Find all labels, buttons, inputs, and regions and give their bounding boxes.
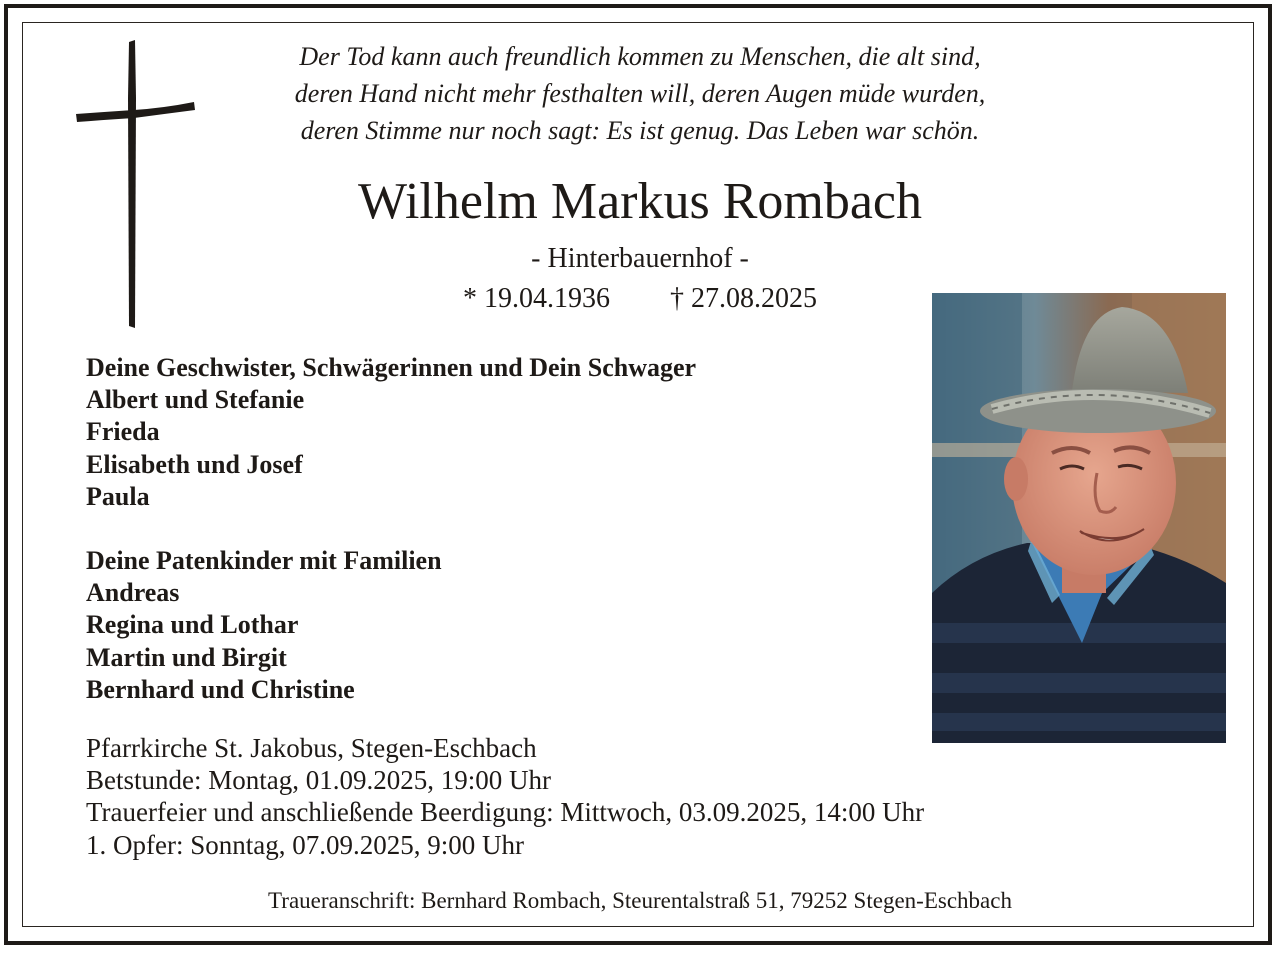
service-line: Pfarrkirche St. Jakobus, Stegen-Eschbach <box>86 733 537 763</box>
mourner-line: Albert und Stefanie <box>86 385 305 415</box>
mourner-line: Regina und Lothar <box>86 610 299 640</box>
mourner-line: Frieda <box>86 417 160 447</box>
mourner-line: Martin und Birgit <box>86 642 287 672</box>
death-date: † 27.08.2025 <box>670 283 817 314</box>
group-spacer <box>86 513 906 545</box>
mourner-line: Elisabeth und Josef <box>86 449 303 479</box>
life-dates <box>340 280 940 318</box>
birth-date: * 19.04.1936 <box>463 283 610 314</box>
mourner-line: Andreas <box>86 578 180 608</box>
mourner-line: Paula <box>86 481 150 511</box>
service-details <box>86 732 1186 861</box>
service-line: Betstunde: Montag, 01.09.2025, 19:00 Uhr <box>86 765 551 796</box>
poem-line: deren Stimme nur noch sagt: Es ist genug. Das Leben war schön. <box>300 116 980 145</box>
mourner-line: Deine Geschwister, Schwägerinnen und Dein Schwager <box>86 353 697 382</box>
mourner-line: Deine Patenkinder mit Familien <box>86 546 442 576</box>
service-line: 1. Opfer: Sonntag, 07.09.2025, 9:00 Uhr <box>86 829 524 860</box>
poem-line: deren Hand nicht mehr festhalten will, deren Augen müde wurden, <box>294 79 986 108</box>
mourner-line: Bernhard und Christine <box>86 674 355 704</box>
deceased-name: Wilhelm Markus Rombach <box>357 173 923 230</box>
farm-name: - Hinterbauernhof - <box>531 243 749 274</box>
poem-line: Der Tod kann auch freundlich kommen zu Menschen, die alt sind, <box>299 42 981 71</box>
cross-icon <box>74 38 196 328</box>
poem <box>195 38 1085 149</box>
mourners-list <box>86 352 906 706</box>
service-line: Trauerfeier und anschließende Beerdigung: Mittwoch, 03.09.2025, 14:00 Uhr <box>86 797 925 828</box>
mourning-address: Traueranschrift: Bernhard Rombach, Steurentalstraß 51, 79252 Stegen-Eschbach <box>268 888 1012 913</box>
portrait-photo <box>932 293 1226 743</box>
